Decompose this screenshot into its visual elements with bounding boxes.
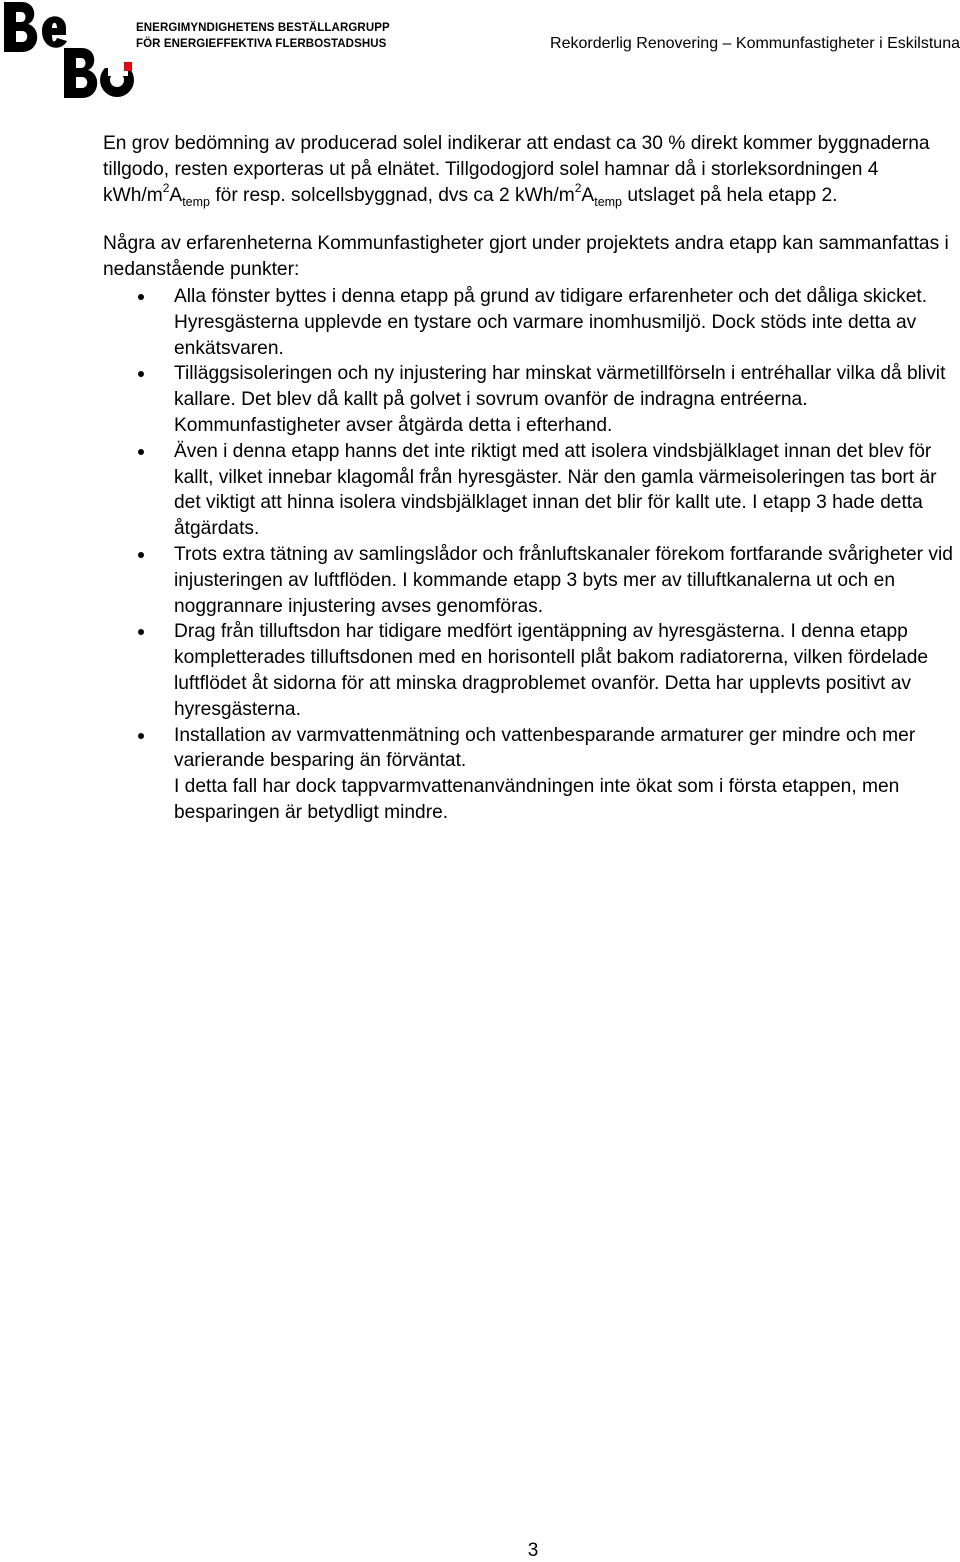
bullet-icon <box>138 629 144 635</box>
bullet-icon <box>138 371 144 377</box>
list-item <box>174 542 953 619</box>
paragraph-solar-text-2: för resp. solcellsbyggnad, dvs ca 2 kWh/m <box>210 184 575 206</box>
org-name-line-1: ENERGIMYNDIGHETENS BESTÄLLARGRUPP <box>136 22 390 34</box>
list-item <box>174 284 953 361</box>
area-a: A <box>581 184 595 206</box>
bullet-icon <box>138 449 144 455</box>
document-title: Rekorderlig Renovering – Kommunfastigheter i Eskilstuna <box>550 35 960 52</box>
document-body <box>103 131 953 826</box>
list-item <box>174 723 953 826</box>
superscript-2: 2 <box>162 181 170 196</box>
list-item-text-continuation: I detta fall har dock tappvarmvattenanvändningen inte ökat som i första etappen, men besparingen är betydligt mindre. <box>174 776 900 823</box>
paragraph-solar-text-3: utslaget på hela etapp 2. <box>622 184 838 206</box>
org-name-line-2: FÖR ENERGIEFFEKTIVA FLERBOSTADSHUS <box>136 38 387 50</box>
subscript-temp: temp <box>182 194 210 209</box>
list-item <box>174 361 953 438</box>
list-item-text: Trots extra tätning av samlingslådor och frånluftskanaler förekom fortfarande svårigheter vid injusteringen av luftflöden. I kommande etapp 3 byts mer av tilluftkanalerna ut och en noggrannare injustering avses genomföras. <box>174 543 953 617</box>
subscript-temp: temp <box>594 194 623 209</box>
page-number: 3 <box>527 1540 539 1561</box>
area-a: A <box>169 184 183 206</box>
paragraph-solar-text-1: En grov bedömning av producerad solel indikerar att endast ca 30 % direkt kommer byggnaderna tillgodo, resten exporteras ut på elnätet. Tillgodogjord solel hamnar då i storleksordningen 4 kWh/m <box>103 133 930 206</box>
bullet-icon <box>138 294 144 300</box>
list-item-text: Drag från tilluftsdon har tidigare medfört igentäppning av hyresgästerna. I denna etapp kompletterades tilluftsdonen med en horisontell plåt bakom radiatorerna, vilken fördelade luftflödet åt sidorna för att minska dragproblemet ovanför. Detta har upplevts positivt av hyresgästerna. <box>174 621 929 720</box>
list-item-text: Tilläggsisoleringen och ny injustering har minskat värmetillförseln i entréhallar vilka då blivit kallare. Det blev då kallt på golvet i sovrum ovanför de indragna entréerna. Kommunfastigheter avser åtgärda detta i efterhand. <box>174 363 946 436</box>
list-item-text: Alla fönster byttes i denna etapp på grund av tidigare erfarenheter och det dåliga skicket. Hyresgästerna upplevde en tystare och varmare inomhusmiljö. Dock stöds inte detta av enkätsvaren. <box>174 285 928 359</box>
bullet-icon <box>138 552 144 558</box>
list-item <box>174 439 953 542</box>
list-item-text: Även i denna etapp hanns det inte riktigt med att isolera vindsbjälklaget innan det blev för kallt, vilket innebar klagomål från hyresgäster. När den gamla värmeisoleringen tas bort är det viktigt att hinna isolera vindsbjälklaget innan det blir för kallt ute. I etapp 3 hade detta åtgärdats. <box>174 440 937 540</box>
bullet-list <box>103 284 953 826</box>
paragraph-experiences: Några av erfarenheterna Kommunfastigheter gjort under projektets andra etapp kan sammanfattas i nedanstående punkter: <box>103 233 949 281</box>
list-item <box>174 619 953 722</box>
page-header <box>0 0 960 100</box>
bebo-logo-icon <box>0 0 136 100</box>
bullet-icon <box>138 733 144 739</box>
superscript-2: 2 <box>574 181 582 196</box>
paragraph-solar <box>103 131 953 208</box>
list-item-text: Installation av varmvattenmätning och vattenbesparande armaturer ger mindre och mer varierande besparing än förväntat. <box>174 724 916 772</box>
